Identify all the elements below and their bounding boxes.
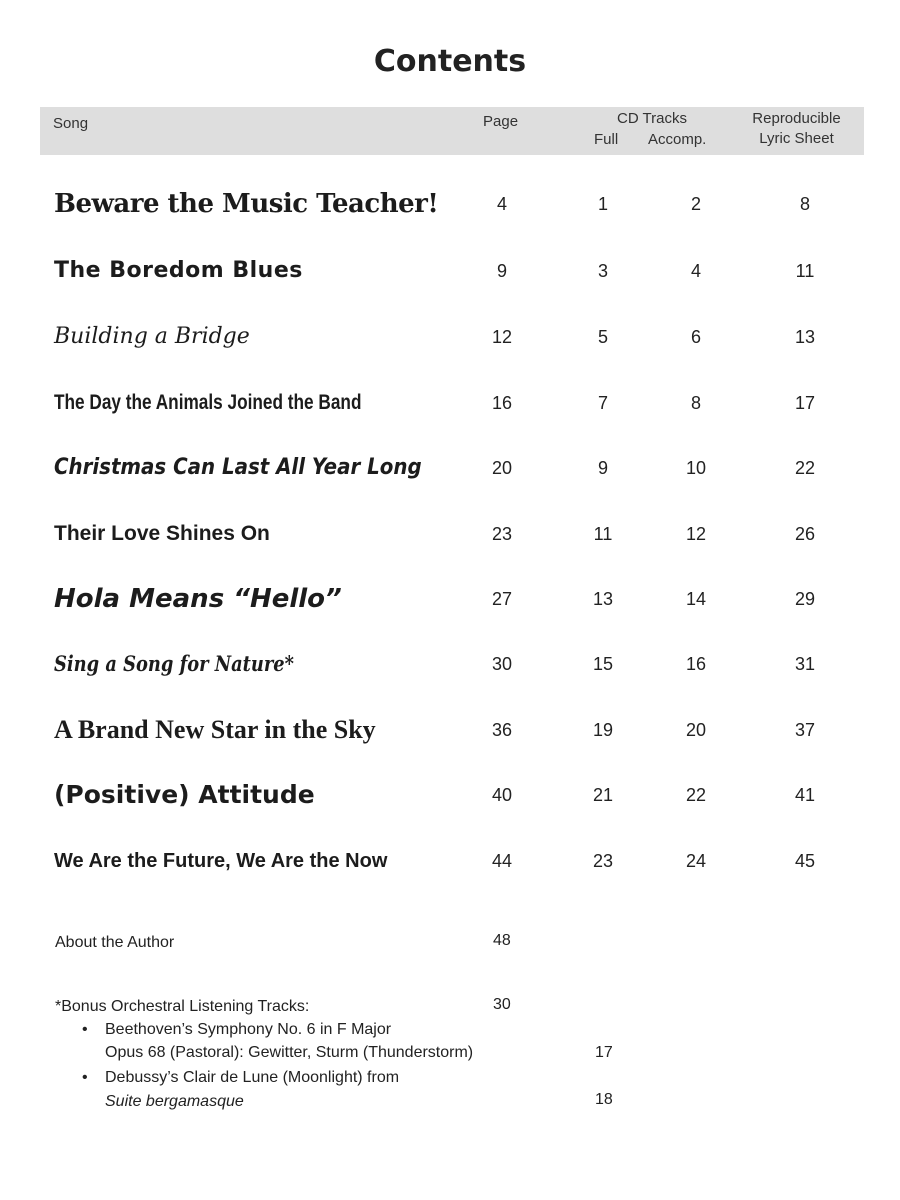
song-title: Sing a Song for Nature* [54,651,295,676]
song-page: 16 [491,393,513,413]
song-title: (Positive) Attitude [54,780,315,809]
bonus-item-line2: Opus 68 (Pastoral): Gewitter, Sturm (Thunderstorm) [105,1044,474,1061]
bonus-item-track: 17 [595,1044,613,1061]
song-page: 27 [491,589,513,609]
song-full-track: 1 [597,194,608,214]
header-accomp: Accomp. [648,131,707,148]
song-title: Beware the Music Teacher! [54,189,439,219]
song-row [0,182,900,226]
song-lyric-page: 22 [794,458,816,478]
bonus-item-line2: Suite bergamasque [105,1093,244,1110]
song-full-track: 9 [597,458,608,478]
table-header-band [40,107,864,155]
song-row [0,446,900,490]
song-title: Christmas Can Last All Year Long [54,455,422,480]
song-accomp-track: 14 [685,589,707,609]
bonus-tracks-label: *Bonus Orchestral Listening Tracks: [55,998,310,1015]
bonus-item-track: 18 [595,1091,613,1108]
song-page: 20 [491,458,513,478]
song-title: Building a Bridge [54,324,250,349]
song-accomp-track: 12 [685,524,707,544]
song-accomp-track: 2 [690,194,701,214]
song-row [0,773,900,817]
song-accomp-track: 20 [685,720,707,740]
bonus-item-line1: Debussy’s Clair de Lune (Moonlight) from [105,1069,400,1086]
song-title: A Brand New Star in the Sky [54,715,376,744]
song-row [0,839,900,883]
song-row [0,642,900,686]
song-accomp-track: 22 [685,785,707,805]
song-accomp-track: 16 [685,654,707,674]
song-full-track: 5 [597,327,608,347]
song-full-track: 11 [593,524,613,544]
song-lyric-page: 31 [794,654,816,674]
header-cd-tracks: CD Tracks [617,110,688,127]
about-author-label: About the Author [55,934,175,951]
song-page: 30 [491,654,513,674]
bonus-item-line1: Beethoven’s Symphony No. 6 in F Major [105,1021,392,1038]
song-accomp-track: 4 [690,261,701,281]
header-lyric-line2: Lyric Sheet [759,130,834,147]
song-lyric-page: 8 [799,194,810,214]
song-page: 44 [491,851,513,871]
song-lyric-page: 37 [794,720,816,740]
song-row [0,381,900,425]
header-lyric-line1: Reproducible [752,110,841,127]
song-full-track: 19 [592,720,614,740]
song-lyric-page: 17 [794,393,816,413]
song-accomp-track: 10 [685,458,707,478]
about-author-page: 48 [493,932,511,949]
song-row [0,708,900,752]
song-lyric-page: 41 [794,785,816,805]
header-full: Full [594,131,619,148]
song-accomp-track: 6 [690,327,701,347]
bullet-icon: • [82,1021,88,1038]
song-page: 9 [496,261,507,281]
song-page: 40 [491,785,513,805]
song-row [0,577,900,621]
song-page: 36 [491,720,513,740]
song-accomp-track: 24 [685,851,707,871]
song-title: We Are the Future, We Are the Now [54,850,388,872]
header-page: Page [483,113,519,130]
song-full-track: 15 [592,654,614,674]
song-lyric-page: 45 [794,851,816,871]
song-title: Their Love Shines On [54,522,270,545]
song-lyric-page: 29 [794,589,816,609]
song-page: 4 [496,194,507,214]
song-row [0,512,900,556]
song-page: 23 [491,524,513,544]
bullet-icon: • [82,1069,88,1086]
header-song: Song [53,115,89,132]
song-title: Hola Means “Hello” [54,584,342,614]
song-lyric-page: 26 [794,524,816,544]
bonus-tracks-page: 30 [493,996,511,1013]
song-full-track: 3 [597,261,608,281]
song-title: The Boredom Blues [54,258,303,283]
page-title: Contents [373,44,527,79]
header-lyric-sheet [744,109,849,149]
song-page: 12 [491,327,513,347]
song-full-track: 7 [597,393,608,413]
song-row [0,315,900,359]
song-row [0,249,900,293]
song-title: The Day the Animals Joined the Band [54,391,362,414]
song-lyric-page: 11 [795,261,815,281]
song-accomp-track: 8 [690,393,701,413]
song-lyric-page: 13 [794,327,816,347]
song-full-track: 23 [592,851,614,871]
song-full-track: 13 [592,589,614,609]
song-full-track: 21 [592,785,614,805]
